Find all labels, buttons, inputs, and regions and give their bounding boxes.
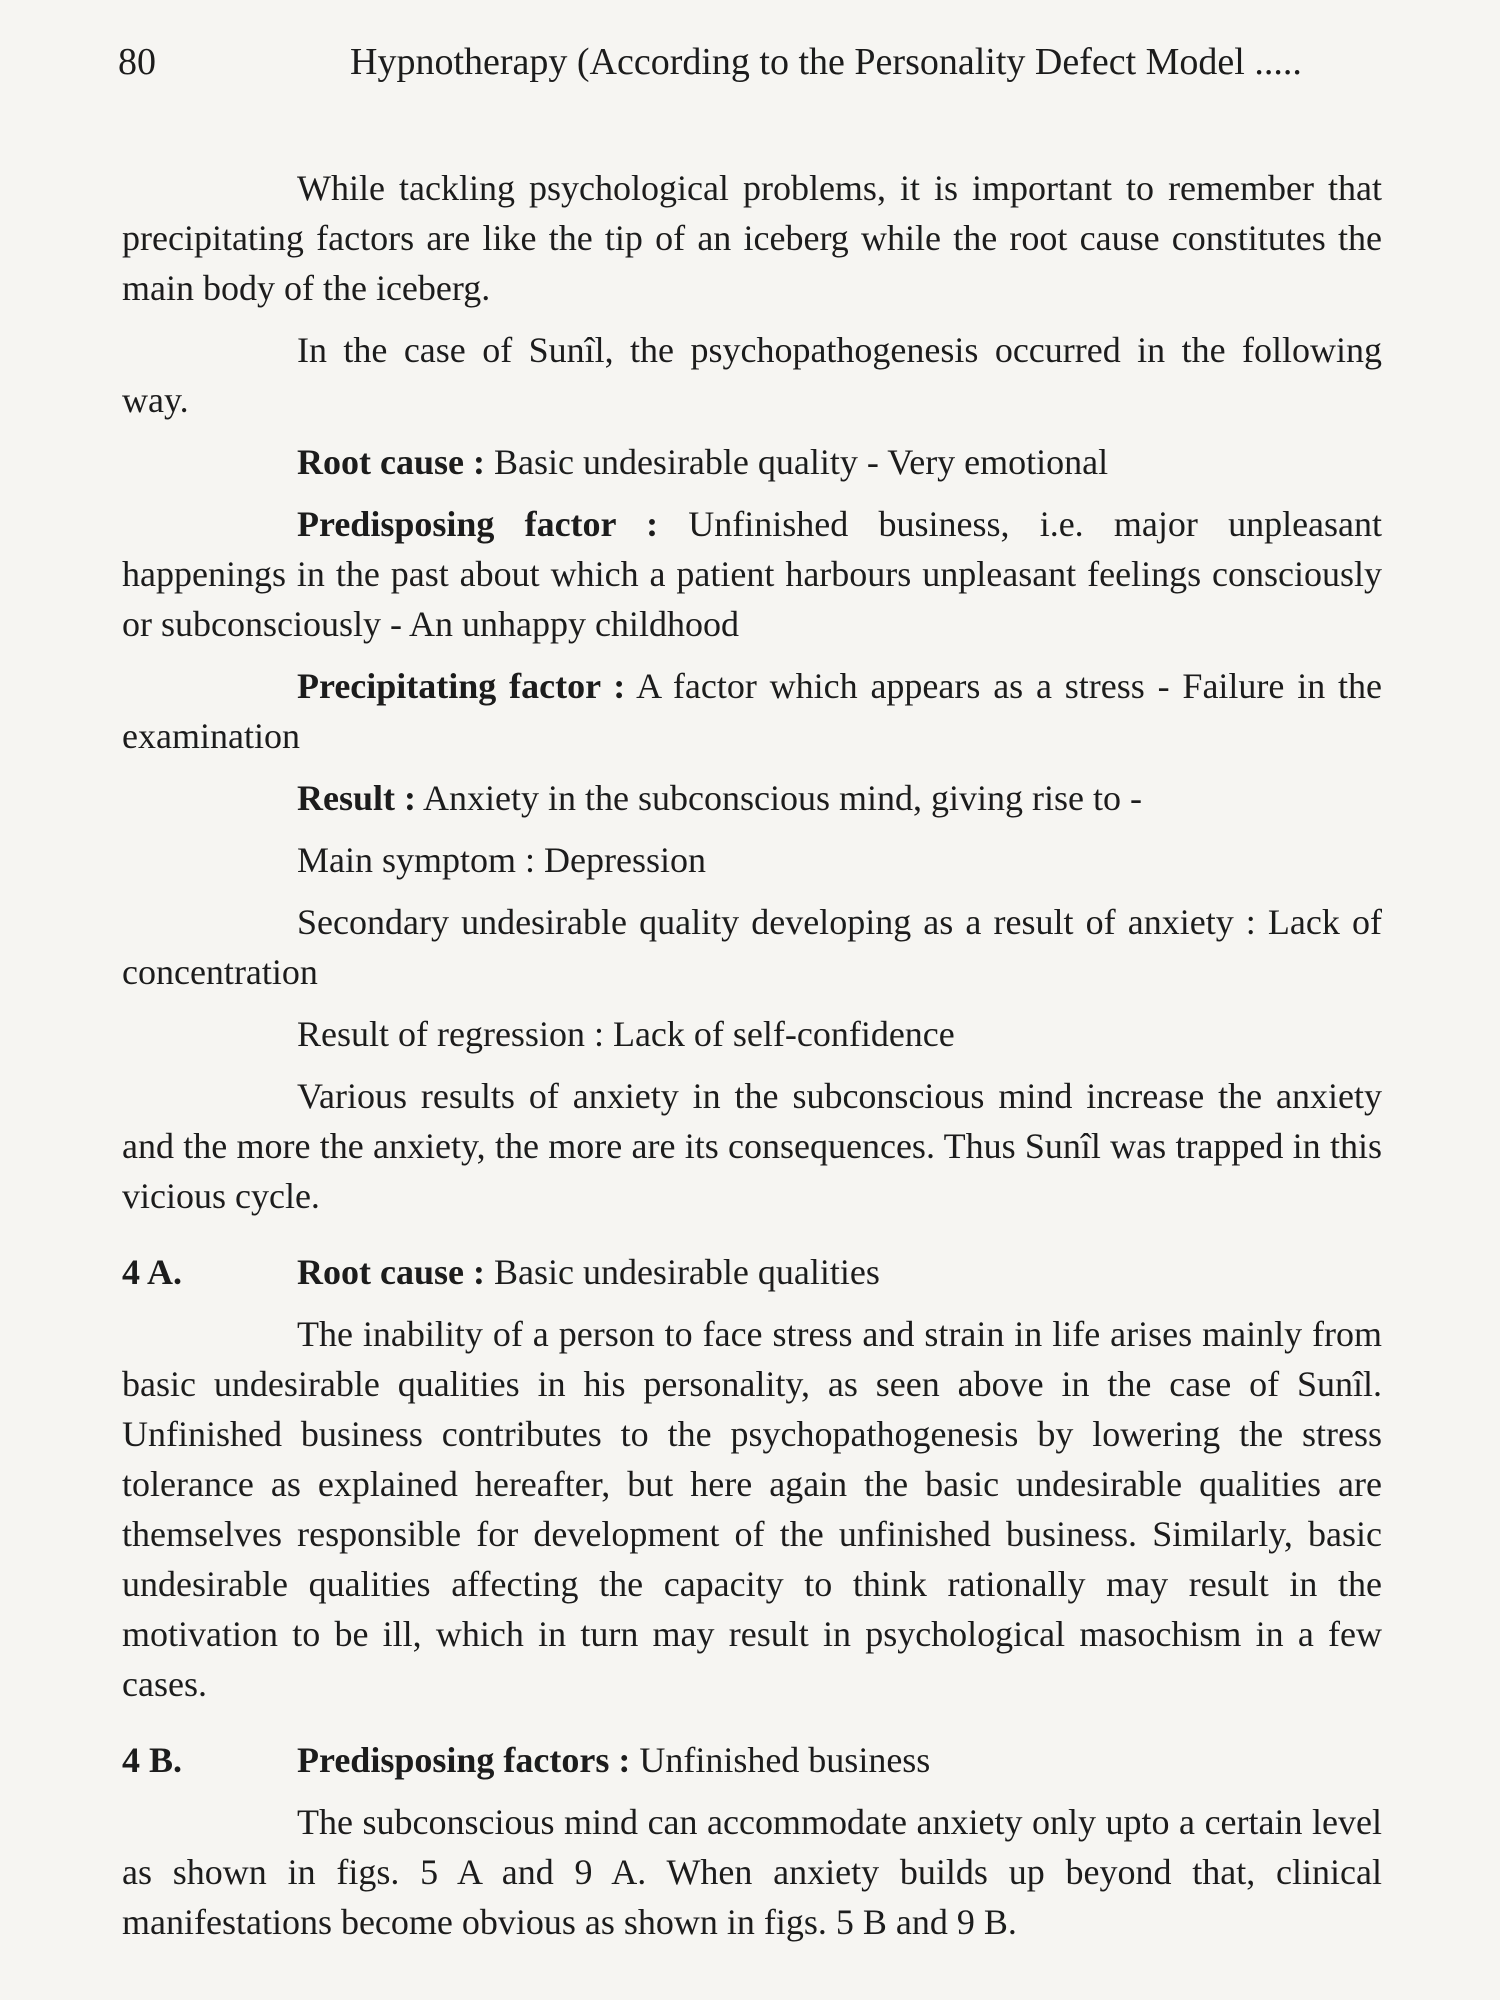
result-text: Anxiety in the subconscious mind, giving rise to -: [423, 778, 1142, 818]
section-4b-number: 4 B.: [122, 1740, 183, 1780]
page-number: 80: [118, 41, 156, 83]
paragraph-iceberg: While tackling psychological problems, it is important to remember that precipitating factors are like the tip of an iceberg while the root cause constitutes the main body of the iceberg.: [122, 168, 1382, 308]
predisposing-factor-text: Unfinished business, i.e. major unpleasant happenings in the past about which a patient harbours unpleasant feelings consciously or subconsciously - An unhappy childhood: [122, 504, 1383, 644]
section-4a-heading: [122, 1247, 1382, 1297]
section-4a-number: 4 A.: [122, 1252, 183, 1292]
paragraph-4a: The inability of a person to face stress and strain in life arises mainly from basic undesirable qualities in his personality, as seen above in the case of Sunîl. Unfinished business contributes to the psychopathogenesis by lowering the stress tolerance as explained hereafter, but here again the basic undesirable qualities are themselves responsible for development of the unfinished business. Similarly, basic undesirable qualities affecting the capacity to think rationally may result in the motivation to be ill, which in turn may result in psychological masochism in a few cases.: [122, 1314, 1382, 1704]
paragraph-case-intro: In the case of Sunîl, the psychopathogenesis occurred in the following way.: [122, 330, 1382, 420]
root-cause-line: [122, 437, 1382, 487]
paragraph-vicious-cycle: Various results of anxiety in the subconscious mind increase the anxiety and the more the anxiety, the more are its consequences. Thus Sunîl was trapped in this vicious cycle.: [122, 1076, 1382, 1216]
secondary-quality-line: Secondary undesirable quality developing as a result of anxiety : Lack of concentration: [122, 902, 1382, 992]
precipitating-factor-text: A factor which appears as a stress - Failure in the examination: [122, 666, 1383, 756]
precipitating-factor-label: Precipitating factor :: [297, 666, 626, 706]
main-symptom-line: Main symptom : Depression: [297, 840, 706, 880]
result-line: [122, 773, 1382, 823]
running-title: Hypnotherapy (According to the Personality Defect Model .....: [350, 41, 1302, 83]
predisposing-factor-line: [122, 499, 1382, 649]
paragraph-4b: The subconscious mind can accommodate anxiety only upto a certain level as shown in figs. 5 A and 9 A. When anxiety builds up beyond that, clinical manifestations become obvious as shown in figs. 5 B and 9 B.: [122, 1802, 1382, 1942]
root-cause-label: Root cause :: [297, 442, 485, 482]
result-label: Result :: [297, 778, 416, 818]
predisposing-factor-label: Predisposing factor :: [297, 504, 659, 544]
root-cause-text: Basic undesirable quality - Very emotional: [493, 442, 1109, 482]
page-body: [122, 163, 1382, 1947]
section-4a-label: Root cause :: [297, 1252, 485, 1292]
section-4b-label: Predisposing factors :: [297, 1740, 631, 1780]
section-4a-title: Basic undesirable qualities: [493, 1252, 880, 1292]
regression-line: Result of regression : Lack of self-confidence: [297, 1014, 955, 1054]
precipitating-factor-line: [122, 661, 1382, 761]
section-4b-heading: [122, 1735, 1382, 1785]
section-4b-title: Unfinished business: [639, 1740, 931, 1780]
